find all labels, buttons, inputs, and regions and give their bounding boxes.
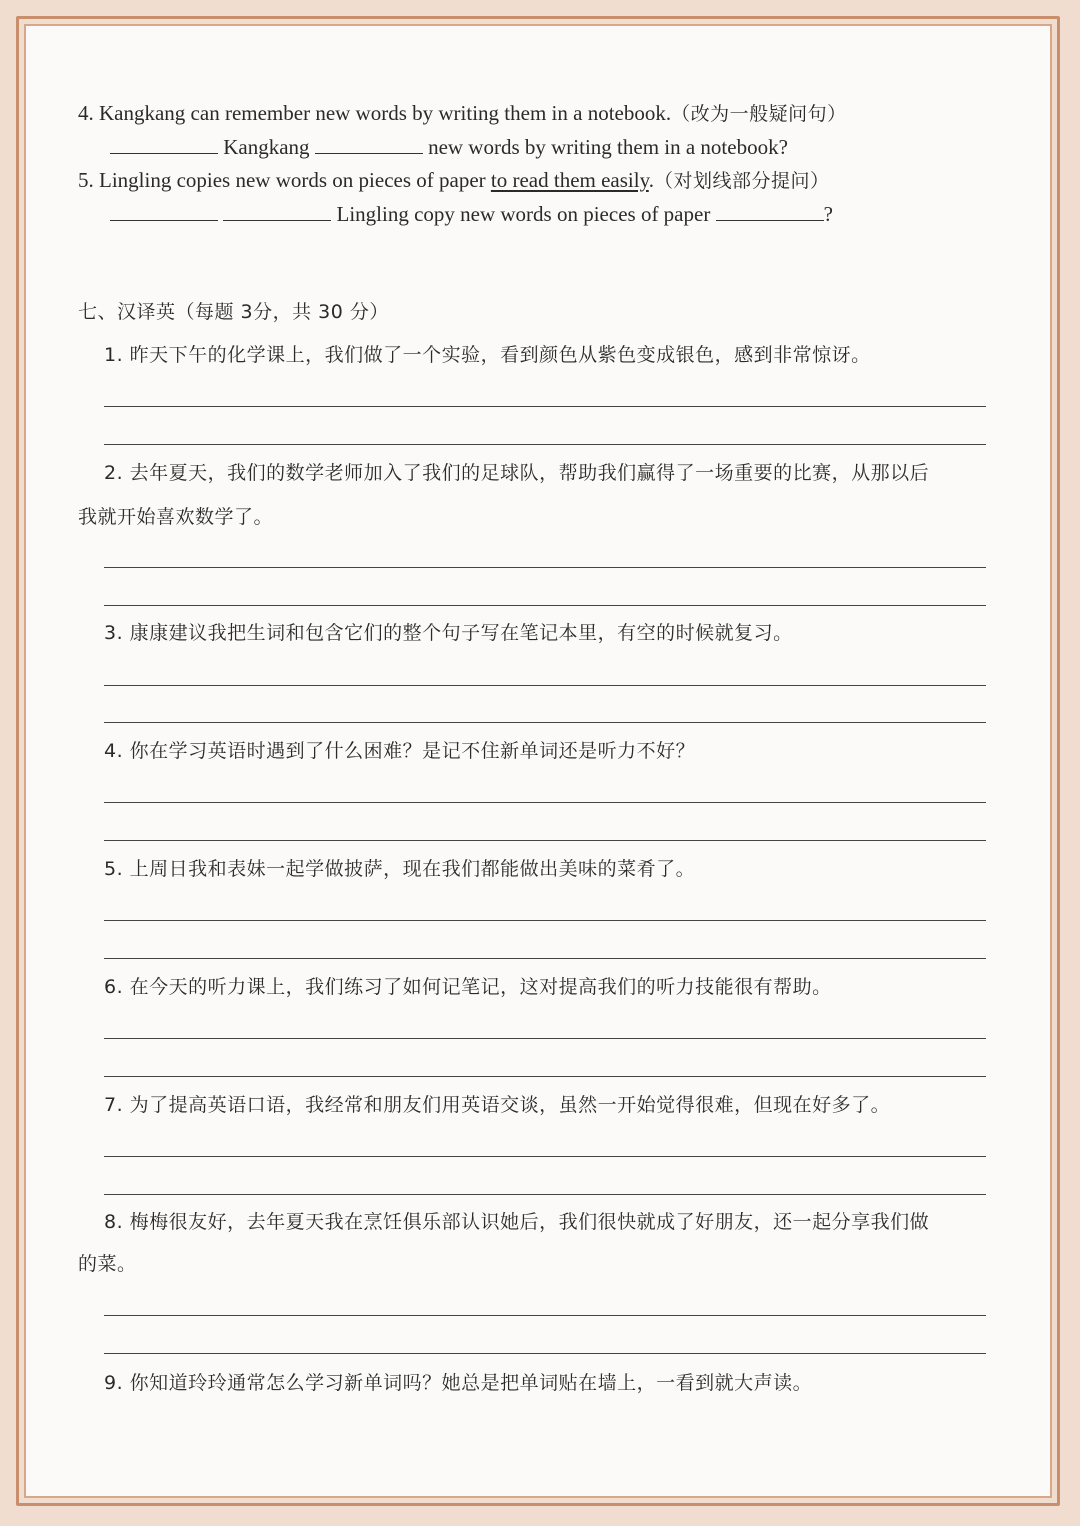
- answer-line[interactable]: [104, 802, 986, 803]
- answer-line[interactable]: [104, 1156, 986, 1157]
- answer-blank[interactable]: [315, 135, 423, 154]
- translation-item-8-cont: 的菜。: [78, 1253, 137, 1275]
- translation-item-5: 5. 上周日我和表妹一起学做披萨，现在我们都能做出美味的菜肴了。: [104, 858, 696, 880]
- answer-line[interactable]: [104, 1194, 986, 1195]
- answer-line[interactable]: [104, 840, 986, 841]
- translation-item-1: 1. 昨天下午的化学课上，我们做了一个实验，看到颜色从紫色变成银色，感到非常惊讶。: [104, 344, 871, 366]
- translation-item-2-cont: 我就开始喜欢数学了。: [78, 506, 274, 528]
- translation-item-7: 7. 为了提高英语口语，我经常和朋友们用英语交谈，虽然一开始觉得很难，但现在好多了。: [104, 1094, 891, 1116]
- section-heading: 七、汉译英（每题 3分，共 30 分）: [78, 301, 389, 323]
- translation-item-4: 4. 你在学习英语时遇到了什么困难？是记不住新单词还是听力不好？: [104, 740, 696, 762]
- translation-item-9: 9. 你知道玲玲通常怎么学习新单词吗？她总是把单词贴在墙上，一看到就大声读。: [104, 1372, 813, 1394]
- answer-blank[interactable]: [110, 135, 218, 154]
- answer-line[interactable]: [104, 685, 986, 686]
- answer-line[interactable]: [104, 406, 986, 407]
- question-4-instruction: （改为一般疑问句）: [671, 103, 847, 125]
- answer-line[interactable]: [104, 958, 986, 959]
- question-5-sentence: 5. Lingling copies new words on pieces of paper: [78, 168, 486, 192]
- answer-line[interactable]: [104, 1076, 986, 1077]
- question-4-prompt: [78, 101, 847, 126]
- question-5-instruction: （对划线部分提问）: [653, 170, 830, 192]
- answer-line[interactable]: [104, 920, 986, 921]
- underlined-phrase: to read them easily: [490, 168, 649, 192]
- answer-text: Kangkang: [223, 135, 310, 159]
- answer-blank[interactable]: [716, 202, 824, 221]
- translation-item-2: 2. 去年夏天，我们的数学老师加入了我们的足球队，帮助我们赢得了一场重要的比赛，从那以后: [104, 462, 930, 484]
- translation-item-8: 8. 梅梅很友好，去年夏天我在烹饪俱乐部认识她后，我们很快就成了好朋友，还一起分享我们做: [104, 1211, 930, 1233]
- question-5-prompt: [78, 168, 830, 193]
- question-4-answer-line: [110, 135, 788, 159]
- question-5-answer-line: [110, 202, 833, 226]
- question-mark: ?: [823, 202, 833, 226]
- answer-text: Lingling copy new words on pieces of paper: [336, 202, 711, 226]
- answer-line[interactable]: [104, 1315, 986, 1316]
- answer-text: new words by writing them in a notebook?: [428, 135, 788, 159]
- translation-item-3: 3. 康康建议我把生词和包含它们的整个句子写在笔记本里，有空的时候就复习。: [104, 622, 793, 644]
- answer-line[interactable]: [104, 722, 986, 723]
- answer-line[interactable]: [104, 1353, 986, 1354]
- answer-blank[interactable]: [223, 202, 331, 221]
- answer-blank[interactable]: [110, 202, 218, 221]
- translation-item-6: 6. 在今天的听力课上，我们练习了如何记笔记，这对提高我们的听力技能很有帮助。: [104, 976, 832, 998]
- question-4-sentence: 4. Kangkang can remember new words by writing them in a notebook.: [78, 101, 672, 125]
- answer-line[interactable]: [104, 444, 986, 445]
- answer-line[interactable]: [104, 1038, 986, 1039]
- answer-line[interactable]: [104, 605, 986, 606]
- answer-line[interactable]: [104, 567, 986, 568]
- sentence-period: .: [648, 168, 654, 192]
